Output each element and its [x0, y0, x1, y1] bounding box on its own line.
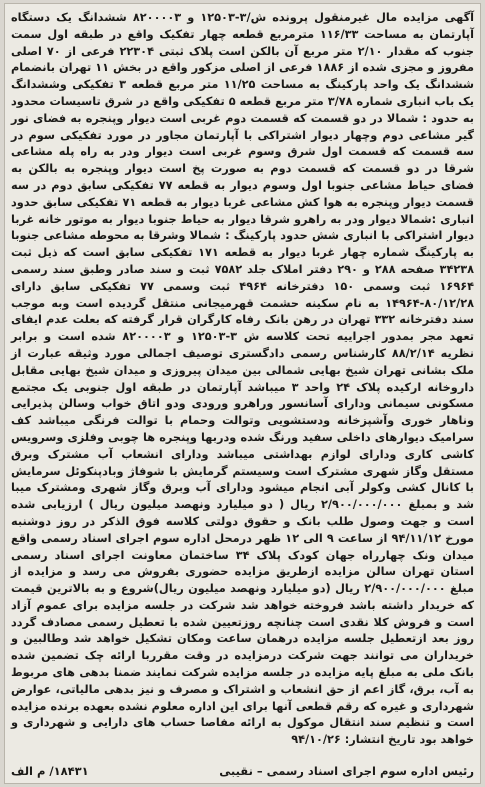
auction-notice-text: آگهی مزایده مال غیرمنقول پرونده ش/۳-۱۲۵۰۳ و ۸۲۰۰۰۰۳ ششدانگ یک دستگاه آپارتمان به مساحت ۱۱۶/۳۳ مترمربع قطعه چهار تفکیک واقع در طبقه اول سمت جنوب که مقدار ۲/۱۰ متر مربع آن بالکن است پلاک ثبتی ۲۲۳۰۴ فرعی از ۷۰ اصلی مفروز و مجزی شده از ۱۸۸۶ فرعی از اصلی مزکور واقع در بخش ۱۱ تهران بانضمام ششدانگ یک واحد پارکینگ به مساحت ۱۱/۲۵ متر مربع قطعه ۳ تفکیکی وششدانگ یک باب انباری شماره ۳/۷۸ متر مربع قطعه ۵ تفکیکی واقع در شرق تاسیسات محدود به حدود : شمالا در دو قسمت که قسمت دوم غربی است دیوار وپنجره به فضای نور گیر مشاعی دوم وچهار دیوار اشتراکی با آپارتمان مجاور در مورد تفکیکی سوم در سه قسمت که قسمت اول شرق وسوم غربی است دیوار ودر به راه پله مشاعی شرقا در دو قسمت که قسمت دوم به صورت پخ است دیوار وپنجره به بالکن به فضای حیاط مشاعی جنوبا اول وسوم دیوار به قطعه ۷۷ تفکیکی سابق دوم در سه قسمت دیوار وپنجره به هوا کش مشاعی غربا دیوار به قطعه ۷۱ تفکیکی سابق حدود انباری :شمالا دیوار ودر به راهرو شرقا دیوار به حیاط جنوبا دیوار به موتور خانه غربا دیوار اشتراکی با انباری شش حدود پارکینگ : شمالا وشرقا به محوطه مشاعی جنوبا به پارکینگ شماره چهار غربا دیوار به قطعه ۱۷۱ تفکیکی سابق است که ذیل ثبت ۳۴۲۳۸ صفحه ۲۸۸ و ۲۹۰ دفتر املاک جلد ۷۵۸۲ ثبت و سند صادر وطبق سند رسمی ۱۶۹۶۴ ثبت وسمی ۱۵۰ دفترخانه ۴۹۶۴ ثبت وسمی ۷۷ تفکیکی سابق دارای ۸۰/۱۲/۲۸-۱۴۹۶۴ به نام سکینه حشمت قهرمیجانی منتقل گردیده است وبه موجب سند دفترخانه ۳۳۲ تهران در رهن بانک رفاه کارگران قرار گرفته که بعلت عدم ایفای تعهد مجر بمدور اجراییه تحت کلاسه ش ۳-۱۲۵۰۳ و ۸۲۰۰۰۰۳ شده است و برابر نظریه ۸۸/۲/۱۴ کارشناس رسمی دادگستری توصیف اجمالی مورد وثیقه عبارت از ملک بشانی تهران شیخ بهایی شمالی بین میدان پیروزی و میدان شیخ بهایی مقابل داروخانه ارکیده پلاک ۲۴ واحد ۳ میباشد آپارتمان در طبقه اول جنوبی یک مجتمع مسکونی سیمانی ودارای آسانسور وراهرو ورودی ودو اتاق خواب وسالن پذیرایی وناهار خوری وآشپزخانه ودستشویی وتوالت وحمام با توالت فرنگی میباشد کف سرامیک دیوارهای داخلی سفید ورنگ شده ودربها وپنجره ها چوبی وفلزی وسرویس کاشی کاری ودارای لوازم بهداشتی میباشد ودارای انشعاب آب مشترک وبرق مستقل وگاز شهری مشترک است وسیستم گرمایش با شوفاژ وبادپنکوئل سرمایش با کانال کشی وکولر آبی انجام میشود ودارای آب وبرق وگاز شهری ومشترک میبا شد و بمبلغ ۲/۹۰۰/۰۰۰/۰۰۰ ریال ( دو میلیارد ونهصد میلیون ریال ) ارزیابی شده است و جهت وصول طلب بانک و حقوق دولتی کلاسه فوق الذکر در روز دوشنبه مورخ ۹۴/۱۱/۱۲ از ساعت ۹ الی ۱۲ ظهر درمحل اداره سوم اجرای اسناد رسمی واقع میدان ونک چهارراه جهان کودک پلاک ۳۴ ساختمان معاونت اجرای اسناد رسمی استان تهران سالن مزایده ازطریق مزایده حضوری بفروش می رسد و مزایده از مبلغ ۲/۹۰۰/۰۰۰/۰۰۰ ریال (دو میلیارد ونهصد میلیون ریال)شروع و به بالاترین قیمت که خریدار داشته باشد فروخته خواهد شد شرکت در جلسه مزایده برای عموم آزاد است و فروش کلا نقدی است چنانچه روزتعیین شده با تعطیل رسمی مصادف گردد روز بعد ازتعطیل جلسه مزایده درهمان ساعت ومکان تشکیل خواهد شد وطالبین و خریداران می توانند جهت شرکت درمزایده در وقت مقرربا ارائه چک تضمین شده بانک ملی به مبلغ پایه مزایده در جلسه مزایده شرکت نمایند ضمنا بدهی های مربوط به آب، برق، گاز اعم از حق انشعاب و اشتراک و مصرف و نیز بدهی مالیاتی، عوارض شهرداری و غیره که رقم قطعی آنها برای این اداره معلوم نشده بعهده برنده مزایده است و تنظیم سند انتقال موکول به ارائه مفاصا حساب های دارایی و شهرداری و خواهد بود تاریخ انتشار: ۹۴/۱۰/۲۶	[11, 11, 475, 747]
notice-footer	[11, 763, 474, 779]
newspaper-clipping	[4, 3, 481, 784]
notice-reference-number: ۱۸۴۳۱/ م الف	[11, 764, 89, 778]
notice-signature: رئیس اداره سوم اجرای اسناد رسمی – نقیبی	[219, 764, 474, 778]
